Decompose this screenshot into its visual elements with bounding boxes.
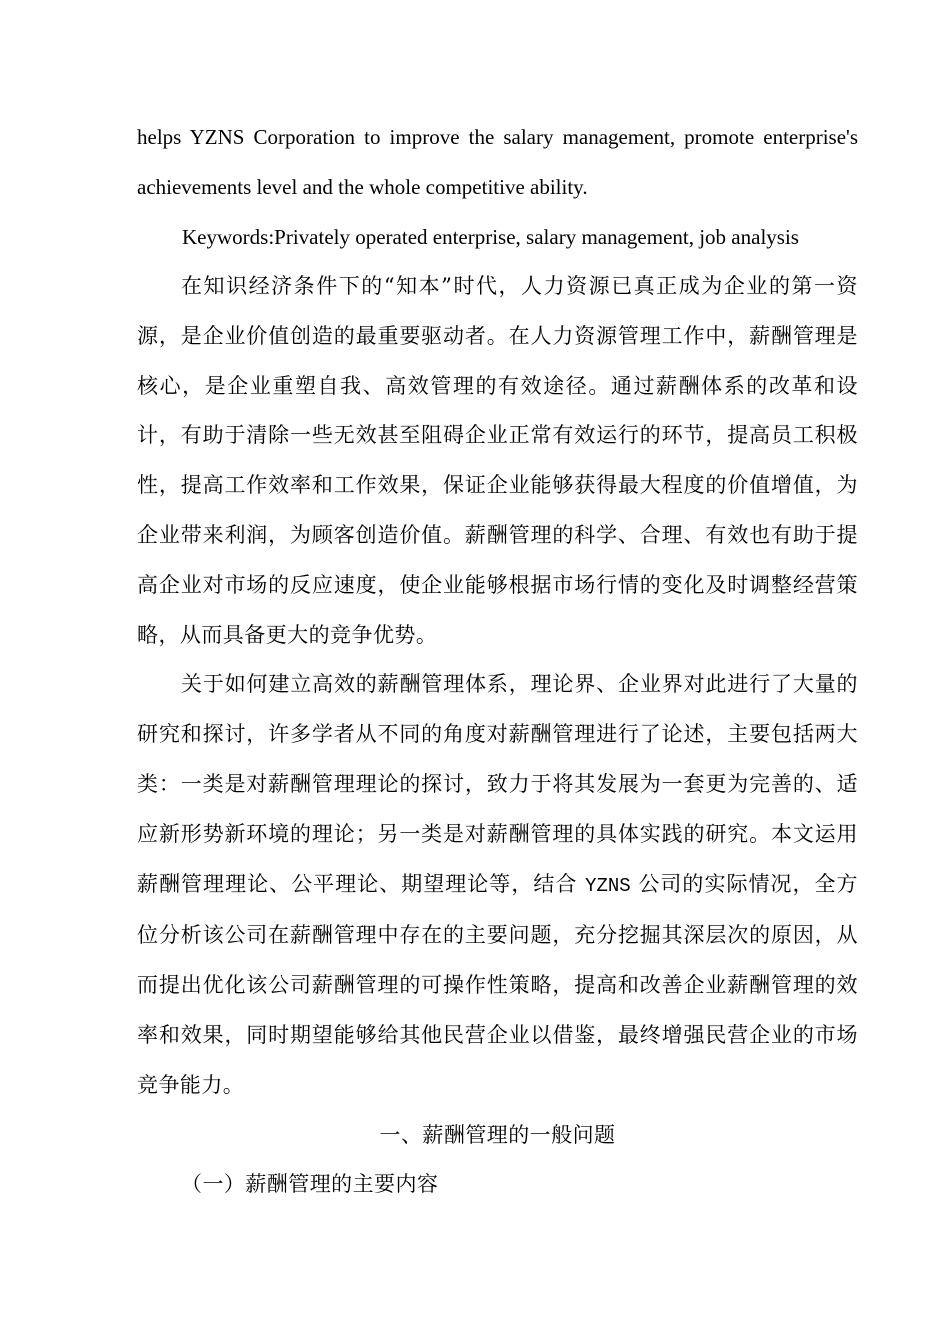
intro-paragraph-2-part1: 关于如何建立高效的薪酬管理体系，理论界、企业界对此进行了大量的研究和探讨，许多学者从不同的角度对薪酬管理进行了论述，主要包括两大类：一类是对薪酬管理理论的探讨，致力于将其发展为一套更为完善的、适应新形势新环境的理论；另一类是对薪酬管理的具体实践的研究。本文运用薪酬管理理论、公平理论、期望理论等，结合	[137, 672, 858, 896]
abstract-en-tail: helps YZNS Corporation to improve the salary management, promote enterprise's achievements level and the whole competitive ability.	[137, 125, 858, 199]
subsection-heading: （一）薪酬管理的主要内容	[181, 1172, 439, 1197]
company-name: YZNS	[585, 874, 631, 897]
section-heading: 一、薪酬管理的一般问题	[379, 1122, 616, 1147]
intro-paragraph-1: 在知识经济条件下的“知本”时代，人力资源已真正成为企业的第一资源，是企业价值创造的最重要驱动者。在人力资源管理工作中，薪酬管理是核心，是企业重塑自我、高效管理的有效途径。通过薪酬体系的改革和设计，有助于清除一些无效甚至阻碍企业正常有效运行的环节，提高员工积极性，提高工作效率和工作效果，保证企业能够获得最大程度的价值增值，为企业带来利润，为顾客创造价值。薪酬管理的科学、合理、有效也有助于提高企业对市场的反应速度，使企业能够根据市场行情的变化及时调整经营策略，从而具备更大的竞争优势。	[137, 274, 858, 647]
intro-paragraph-2	[137, 660, 858, 1110]
intro-paragraph-2-part2: 公司的实际情况，全方位分析该公司在薪酬管理中存在的主要问题，充分挖掘其深层次的原因，从而提出优化该公司薪酬管理的可操作性策略，提高和改善企业薪酬管理的效率和效果，同时期望能够给其他民营企业以借鉴，最终增强民营企业的市场竞争能力。	[137, 871, 859, 1097]
page-body	[137, 112, 858, 1210]
keywords-en: Keywords:Privately operated enterprise, salary management, job analysis	[182, 225, 799, 249]
